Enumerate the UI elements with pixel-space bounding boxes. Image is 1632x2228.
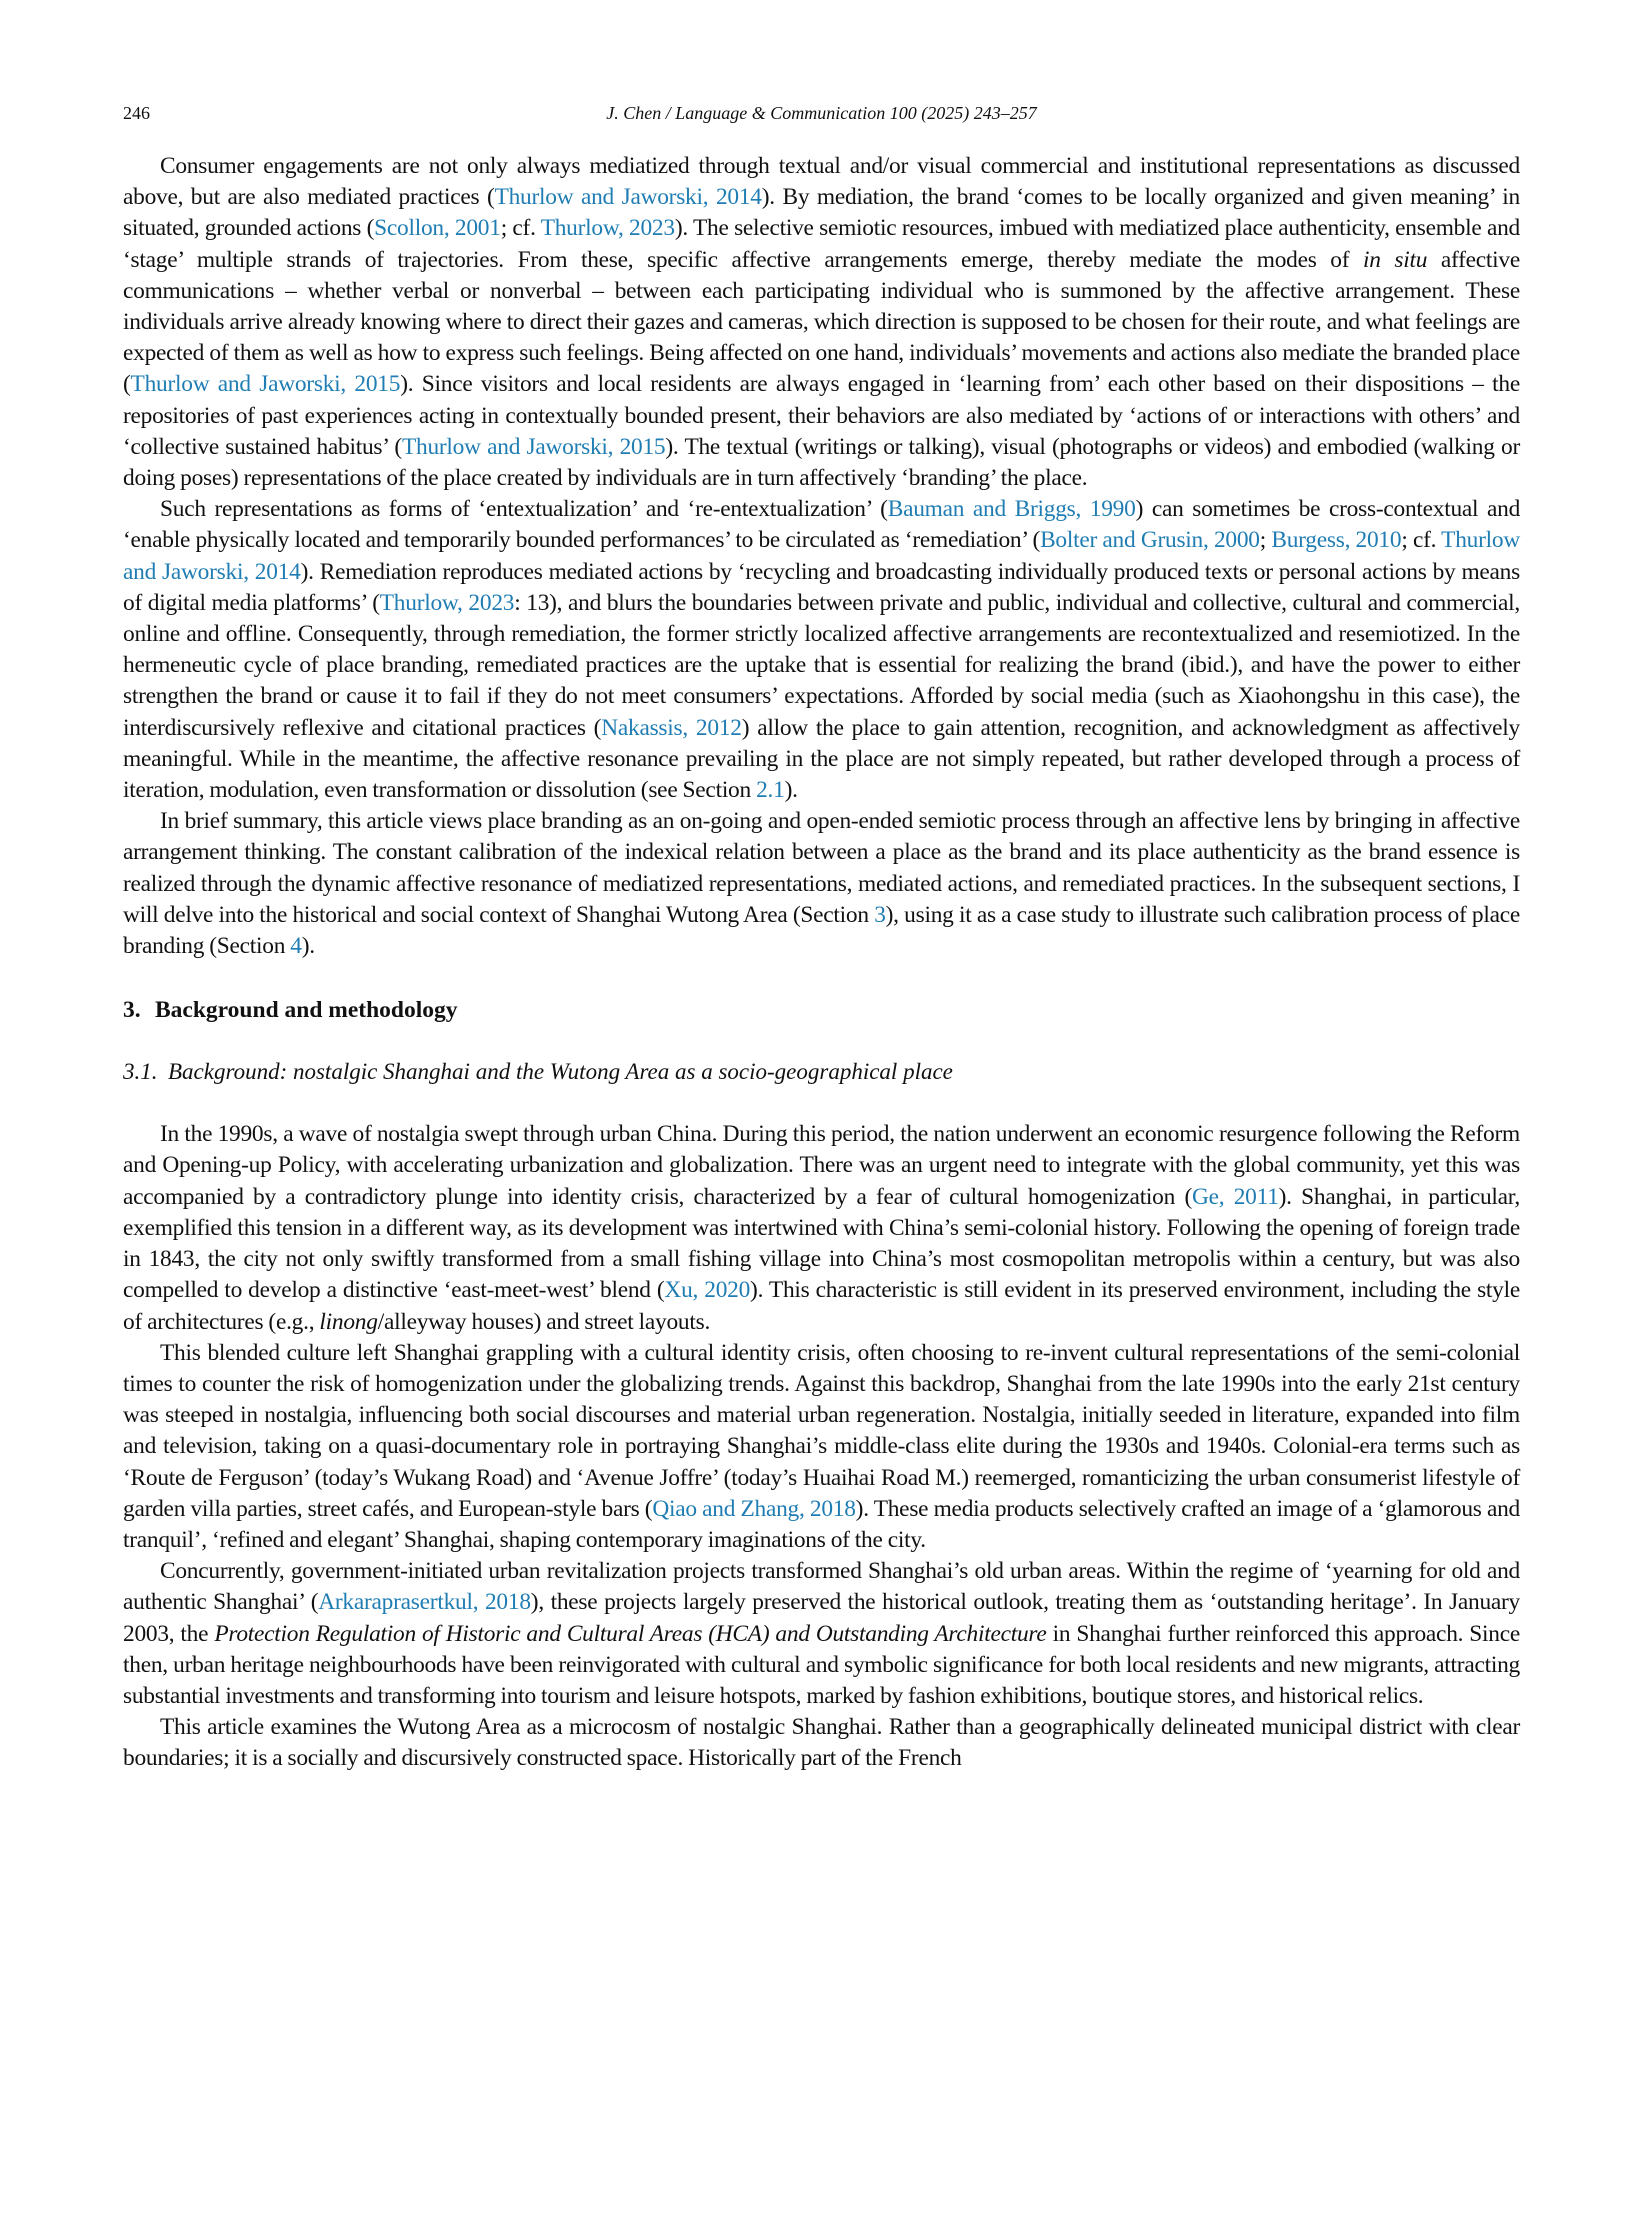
citation-link[interactable]: Scollon, 2001 [374,215,501,242]
text: In the 1990s, a wave of nostalgia swept through urban China. During this period, the nation underwent an economic resurgence following the Reform and Opening-up Policy, with accelerating urbanization and globalization. There was an urgent need to integrate with the global community, yet this was accompanied by a contradictory plunge into identity crisis, characterized by a fear of cultural homogenization ( [123,1121,1520,1210]
text: ). [301,933,315,960]
text: Such representations as forms of ‘entextualization’ and ‘re-entextualization’ ( [160,496,888,523]
citation-link[interactable]: Qiao and Zhang, 2018 [652,1495,856,1522]
page-number: 246 [123,103,150,123]
section-title: Background and methodology [155,997,458,1024]
text: ; [1259,527,1272,554]
text: in Shanghai further reinforced this approach. Since then, urban heritage neighbourhoods have been reinvigorated with cultural and symbolic significance for both local residents and new migrants, attracting substantial investments and transforming into tourism and leisure hotspots, marked by fashion exhibitions, boutique stores, and historical relics. [123,1620,1521,1709]
text: ) allow the place to gain attention, recognition, and acknowledgment as affectively meaningful. While in the meantime, the affective resonance prevailing in the place are not simply repeated, but rather developed through a process of iteration, modulation, even transformation or dissolution (see Section [123,714,1520,804]
running-head [123,100,1520,126]
text: ). The textual (writings or talking), visual (photographs or videos) and embodied (walking or doing poses) representations of the place created by individuals are in turn affectively ‘branding’ the place. [123,433,1520,492]
section-link[interactable]: 2.1 [756,777,785,804]
text: affective communications – whether verbal or nonverbal – between each participating individual who is summoned by the affective arrangement. These individuals arrive already knowing where to direct their gazes and cameras, which direction is supposed to be chosen for their route, and what feelings are expected of them as well as how to express such feelings. Being affected on one hand, individuals’ movements and actions also mediate the branded place ( [123,246,1520,398]
text: In brief summary, this article views place branding as an on-going and open-ended semiotic process through an affective lens by bringing in affective arrangement thinking. The constant calibration of the indexical relation between a place as the brand and its place authenticity as the brand essence is realized through the dynamic affective resonance of mediatized representations, mediated actions, and remediated practices. In the subsequent sections, I will delve into the historical and social context of Shanghai Wutong Area (Section [123,808,1520,928]
text: ). Remediation reproduces mediated actions by ‘recycling and broadcasting individually produced texts or personal actions by means of digital media platforms’ ( [123,558,1520,616]
citation-link[interactable]: Thurlow and Jaworski, 2015 [401,433,666,460]
text: ). Shanghai, in particular, exemplified this tension in a different way, as its development was intertwined with China’s semi-colonial history. Following the opening of foreign trade in 1843, the city not only swiftly transformed from a small fishing village into China’s most cosmopolitan metropolis within a century, but was also compelled to develop a distinctive ‘east-meet-west’ blend ( [123,1183,1520,1304]
citation-link[interactable]: Thurlow, 2023 [379,589,515,616]
citation-link[interactable]: Thurlow, 2023 [540,215,675,242]
citation-link[interactable]: Thurlow and Jaworski, 2014 [494,184,762,211]
text: This article examines the Wutong Area as a microcosm of nostalgic Shanghai. Rather than a geographically delineated municipal district with clear boundaries; it is a socially and discursively constructed space. Historically part of the French [123,1714,1520,1772]
text: ). These media products selectively crafted an image of a ‘glamorous and tranquil’, ‘refined and elegant’ Shanghai, shaping contemporary imaginations of the city. [123,1495,1520,1553]
section-link[interactable]: 4 [290,933,302,960]
citation-link[interactable]: Bolter and Grusin, 2000 [1040,527,1260,554]
text: ) can sometimes be cross-contextual and ‘enable physically located and temporarily bounded performances’ to be circulated as ‘remediation’ ( [123,496,1521,554]
paragraph-remediation [123,494,1520,806]
citation-link[interactable]: Nakassis, 2012 [601,714,742,741]
section-link[interactable]: 3 [874,901,886,928]
text: ), these projects largely preserved the historical outlook, treating them as ‘outstanding heritage’. In January 2003, the [123,1589,1521,1647]
citation-link[interactable]: Ge, 2011 [1191,1183,1279,1210]
subsection-title: Background: nostalgic Shanghai and the Wutong Area as a socio-geographical place [168,1059,953,1085]
text: ; cf. [500,215,541,242]
citation-link[interactable]: Bauman and Briggs, 1990 [887,496,1136,523]
paragraph-blended-culture [123,1338,1520,1556]
italic-term: linong [319,1308,378,1335]
subsection-number: 3.1. [123,1059,158,1085]
citation-link[interactable]: Xu, 2020 [664,1277,751,1304]
citation-link[interactable]: Arkaraprasertkul, 2018 [318,1589,531,1616]
italic-term: in situ [1362,246,1428,273]
paragraph-1990s-nostalgia [123,1119,1520,1337]
citation-link[interactable]: Thurlow and Jaworski, 2015 [130,371,401,398]
paragraph-wutong-area [123,1712,1520,1774]
text: This blended culture left Shanghai grappling with a cultural identity crisis, often choosing to re-invent cultural representations of the semi-colonial times to counter the risk of homogenization under the globalizing trends. Against this backdrop, Shanghai from the late 1990s into the early 21st century was steeped in nostalgia, influencing both social discourses and material urban regeneration. Nostalgia, initially seeded in literature, expanded into film and television, taking on a quasi-documentary role in portraying Shanghai’s middle-class elite during the 1930s and 1940s. Colonial-era terms such as ‘Route de Ferguson’ (today’s Wukang Road) and ‘Avenue Joffre’ (today’s Huaihai Road M.) reemerged, romanticizing the urban consumerist lifestyle of garden villa parties, street cafés, and European-style bars ( [123,1339,1520,1522]
text: : 13), and blurs the boundaries between private and public, individual and collective, cultural and commercial, online and offline. Consequently, through remediation, the former strictly localized affective arrangements are recontextualized and resemiotized. In the hermeneutic cycle of place branding, remediated practices are the uptake that is essential for realizing the brand (ibid.), and have the power to either strengthen the brand or cause it to fail if they do not meet consumers’ expectations. Afforded by social media (such as Xiaohongshu in this case), the interdiscursively reflexive and citational practices ( [123,589,1520,741]
spacer [123,1087,1520,1119]
text: ). This characteristic is still evident in its preserved environment, including the style of architectures (e.g., [123,1277,1520,1335]
text: Concurrently, government-initiated urban revitalization projects transformed Shanghai’s old urban areas. Within the regime of ‘yearning for old and authentic Shanghai’ ( [123,1558,1520,1616]
paragraph-mediated-practices [123,151,1520,494]
text: ). By mediation, the brand ‘comes to be locally organized and given meaning’ in situated, grounded actions ( [123,184,1520,242]
text: ). [784,777,798,804]
paragraph-summary [123,806,1520,962]
text: ). Since visitors and local residents are always engaged in ‘learning from’ each other based on their dispositions – the repositories of past experiences acting in contextually bounded present, their behaviors are also mediated by ‘actions of or interactions with others’ and ‘collective sustained habitus’ ( [123,371,1520,460]
section-number: 3. [123,997,141,1024]
paragraph-urban-revitalization [123,1556,1520,1712]
text: Consumer engagements are not only always mediatized through textual and/or visual commercial and institutional representations as discussed above, but are also mediated practices ( [123,153,1520,211]
journal-citation: J. Chen / Language & Communication 100 (2025) 243–257 [606,103,1037,123]
section-heading [123,995,1520,1026]
italic-title: Protection Regulation of Historic and Cultural Areas (HCA) and Outstanding Architecture [214,1620,1047,1647]
text: ), using it as a case study to illustrate such calibration process of place branding (Section [123,901,1520,960]
subsection-heading [123,1056,1520,1087]
citation-link[interactable]: Burgess, 2010 [1271,527,1402,554]
text: ; cf. [1401,527,1442,554]
text: /alleyway houses) and street layouts. [377,1308,711,1335]
citation-link[interactable]: Thurlow and Jaworski, 2014 [123,527,1520,585]
article-body [123,151,1520,1775]
text: ). The selective semiotic resources, imbued with mediatized place authenticity, ensemble and ‘stage’ multiple strands of trajectories. From these, specific affective arrangements emerge, thereby mediate the modes of [123,215,1520,273]
